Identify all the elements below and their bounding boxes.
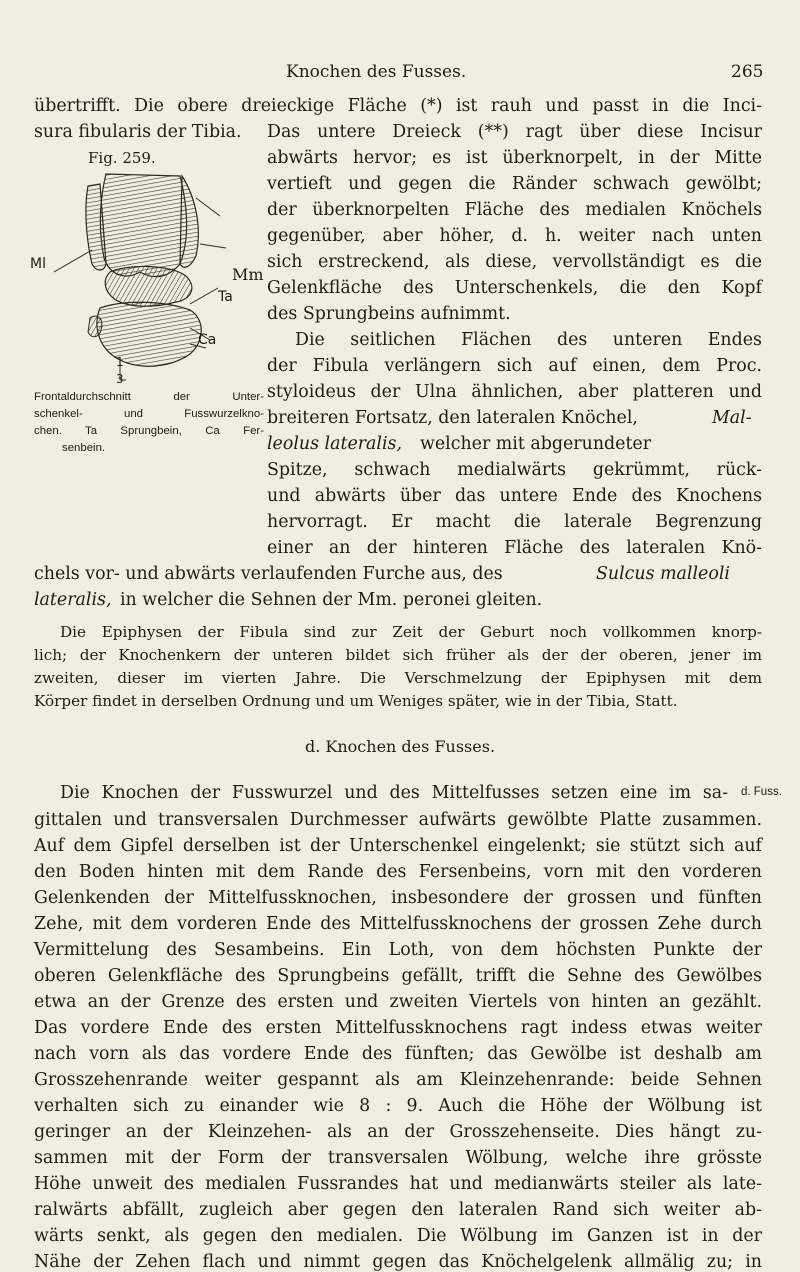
small-text-line: Körper findet in derselben Ordnung und um Weniges später, wie in der Tibia, Statt.: [34, 692, 678, 710]
body-line: sammen mit der Form der transversalen Wölbung, welche ihre grösste: [34, 1148, 762, 1168]
figure-label-Mm: Mm: [232, 265, 264, 284]
body-line: Vermittelung des Sesambeins. Ein Loth, von dem höchsten Punkte der: [34, 940, 762, 960]
text-line: und abwärts über das untere Ende des Knochens: [267, 486, 762, 506]
text-line-italic: lateralis,: [34, 590, 112, 610]
body-line: gittalen und transversalen Durchmesser aufwärts gewölbte Platte zusammen.: [34, 810, 762, 830]
figure-caption: Frontaldurchschnitt der Unter- schenkel- und Fusswurzelkno- chen. Ta Sprungbein, Ca Fer- senbein.: [34, 391, 264, 454]
body-line: Höhe unweit des medialen Fussrandes hat und medianwärts steiler als late-: [34, 1174, 762, 1194]
text-line: sura fibularis der Tibia.: [34, 122, 242, 142]
margin-note: d. Fuss.: [741, 786, 782, 798]
text-line: der Fibula verlängern sich auf einen, dem Proc.: [267, 356, 762, 376]
body-line: Die Knochen der Fusswurzel und des Mittelfusses setzen eine im sa-: [60, 783, 728, 803]
text-line: Das untere Dreieck (**) ragt über diese Incisur: [267, 122, 762, 142]
text-line: vertieft und gegen die Ränder schwach gewölbt;: [267, 174, 762, 194]
figure-label: Fig. 259.: [88, 149, 156, 167]
text-line: sich erstreckend, als diese, vervollständigt es die: [267, 252, 762, 272]
small-text-line: Die Epiphysen der Fibula sind zur Zeit der Geburt noch vollkommen knorp-: [60, 623, 762, 641]
text-line: Die seitlichen Flächen des unteren Endes: [295, 330, 762, 350]
text-line: styloideus der Ulna ähnlichen, aber platteren und: [267, 382, 762, 402]
text-line: Spitze, schwach medialwärts gekrümmt, rück-: [267, 460, 762, 480]
text-line-italic: Sulcus malleoli: [596, 564, 730, 584]
text-line: hervorragt. Er macht die laterale Begrenzung: [267, 512, 762, 532]
body-line: Das vordere Ende des ersten Mittelfussknochens ragt indess etwas weiter: [34, 1018, 762, 1038]
figure-label-1: 1: [116, 355, 124, 369]
body-line: geringer an der Kleinzehen- als an der Grosszehenseite. Dies hängt zu-: [34, 1122, 762, 1142]
body-line: oberen Gelenkfläche des Sprungbeins gefällt, trifft die Sehne des Gewölbes: [34, 966, 762, 986]
text-line: welcher mit abgerundeter: [420, 434, 652, 454]
body-line: Auf dem Gipfel derselben ist der Unterschenkel eingelenkt; sie stützt sich auf: [34, 836, 762, 856]
page-number: 265: [731, 62, 764, 82]
small-text-line: lich; der Knochenkern der unteren bildet sich früher als der der oberen, jener im: [34, 646, 762, 664]
figure-label-Ca: Ca: [198, 332, 217, 348]
body-line: Grosszehenrande weiter gespannt als am Kleinzehenrande: beide Sehnen: [34, 1070, 762, 1090]
text-line-italic: Mal-: [712, 408, 752, 428]
body-line: nach vorn als das vordere Ende des fünften; das Gewölbe ist deshalb am: [34, 1044, 762, 1064]
body-line: wärts senkt, als gegen den medialen. Die Wölbung im Ganzen ist in der: [34, 1226, 762, 1246]
figure-label-3: 3: [116, 372, 124, 386]
text-line: breiteren Fortsatz, den lateralen Knöchel,: [267, 408, 638, 428]
text-line: Gelenkfläche des Unterschenkels, die den Kopf: [267, 278, 762, 298]
text-line: übertrifft. Die obere dreieckige Fläche (*) ist rauh und passt in die Inci-: [34, 96, 762, 116]
running-title: Knochen des Fusses.: [286, 62, 467, 82]
figure-label-Ml: Ml: [30, 256, 46, 272]
text-line: chels vor- und abwärts verlaufenden Furche aus, des: [34, 564, 503, 584]
body-line: Zehe, mit dem vorderen Ende des Mittelfussknochens der grossen Zehe durch: [34, 914, 762, 934]
talus-shape: [105, 266, 192, 306]
text-line: abwärts hervor; es ist überknorpelt, in der Mitte: [267, 148, 762, 168]
calcaneus-shape: [88, 302, 201, 366]
bone-crosssection-figure: [30, 168, 260, 388]
text-line: in welcher die Sehnen der Mm. peronei gleiten.: [120, 590, 543, 610]
small-text-line: zweiten, dieser im vierten Jahre. Die Verschmelzung der Epiphysen mit dem: [34, 669, 762, 687]
body-line: den Boden hinten mit dem Rande des Fersenbeins, vorn mit den vorderen: [34, 862, 762, 882]
body-line: Gelenkenden der Mittelfussknochen, insbesondere der grossen und fünften: [34, 888, 762, 908]
tibia-fibula-shape: [86, 174, 198, 277]
body-line: etwa an der Grenze des ersten und zweiten Viertels von hinten an gezählt.: [34, 992, 762, 1012]
text-line: gegenüber, aber höher, d. h. weiter nach unten: [267, 226, 762, 246]
figure-label-Ta: Ta: [218, 289, 233, 305]
text-line: der überknorpelten Fläche des medialen Knöchels: [267, 200, 762, 220]
body-line: ralwärts abfällt, zugleich aber gegen den lateralen Rand sich weiter ab-: [34, 1200, 762, 1220]
text-line: einer an der hinteren Fläche des lateralen Knö-: [267, 538, 762, 558]
section-heading: d. Knochen des Fusses.: [305, 737, 496, 756]
text-line-italic: leolus lateralis,: [267, 434, 403, 454]
body-line: verhalten sich zu einander wie 8 : 9. Auch die Höhe der Wölbung ist: [34, 1096, 762, 1116]
text-line: des Sprungbeins aufnimmt.: [267, 304, 511, 324]
body-line: Nähe der Zehen flach und nimmt gegen das Knöchelgelenk allmälig zu; in: [34, 1252, 762, 1272]
